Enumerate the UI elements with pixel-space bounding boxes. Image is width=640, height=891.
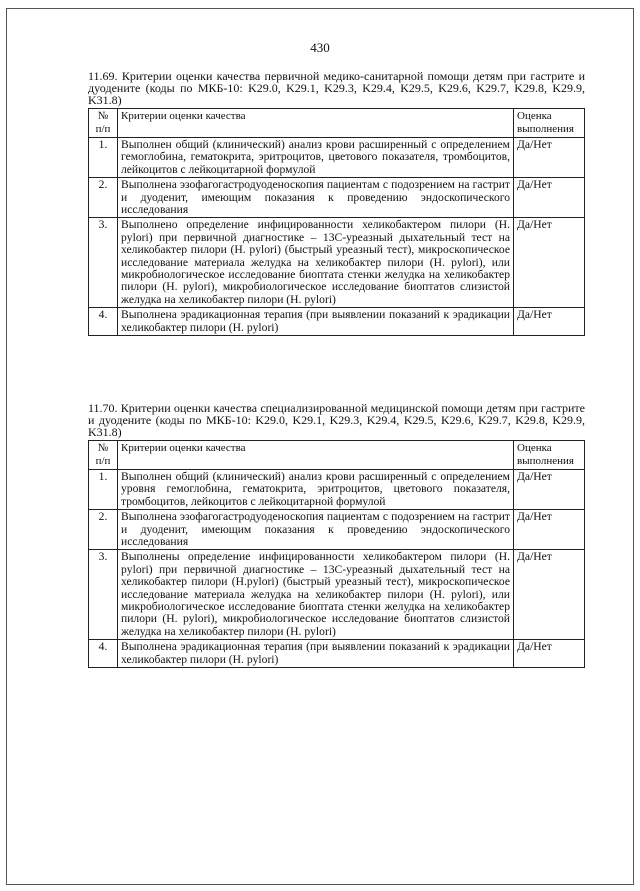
row-number: 3.: [89, 218, 118, 308]
header-score: Оценка выполнения: [514, 441, 585, 470]
table-row: [89, 550, 585, 640]
row-criterion: Выполнен общий (клинический) анализ крови расширенный с определением гемоглобина, гематокрита, эритроцитов, цветового показателя, тромбоцитов, лейкоцитов с лейкоцитарной формулой: [118, 138, 514, 178]
table-header-row: [89, 109, 585, 138]
criteria-table: [88, 440, 585, 668]
row-number: 1.: [89, 470, 118, 510]
criteria-section-11-70: [88, 402, 585, 668]
row-criterion: Выполнена эзофагогастродуоденоскопия пациентам с подозрением на гастрит и дуоденит, имеющим показания к проведению эндоскопического исследования: [118, 510, 514, 550]
row-score: Да/Нет: [514, 218, 585, 308]
criteria-section-11-69: [88, 70, 585, 336]
row-number: 3.: [89, 550, 118, 640]
table-row: [89, 218, 585, 308]
header-number: № п/п: [89, 441, 118, 470]
header-number: № п/п: [89, 109, 118, 138]
row-number: 4.: [89, 308, 118, 336]
row-score: Да/Нет: [514, 138, 585, 178]
row-criterion: Выполнена эзофагогастродуоденоскопия пациентам с подозрением на гастрит и дуоденит, имеющим показания к проведению эндоскопического исследования: [118, 178, 514, 218]
row-number: 1.: [89, 138, 118, 178]
row-score: Да/Нет: [514, 308, 585, 336]
row-score: Да/Нет: [514, 640, 585, 668]
table-header-row: [89, 441, 585, 470]
row-number: 2.: [89, 510, 118, 550]
header-criteria: Критерии оценки качества: [118, 441, 514, 470]
header-criteria: Критерии оценки качества: [118, 109, 514, 138]
table-row: [89, 640, 585, 668]
table-row: [89, 510, 585, 550]
row-score: Да/Нет: [514, 470, 585, 510]
header-score: Оценка выполнения: [514, 109, 585, 138]
row-criterion: Выполнено определение инфицированности хеликобактером пилори (H. pylori) при первичной диагностике – 13С-уреазный дыхательный тест на хеликобактер пилори (H. pylori) (быстрый уреазный тест), микроскопическое исследование материала желудка на хеликобактер пилори (H. pylori), или микробиологическое исследование биоптата стенки желудка на хеликобактер пилори (H. pylori), микробиологическое исследование биоптатов слизистой желудка на хеликобактер пилори (H. pylori): [118, 218, 514, 308]
page-number: 430: [310, 40, 330, 55]
criteria-table: [88, 108, 585, 336]
table-row: [89, 308, 585, 336]
section-title: 11.69. Критерии оценки качества первичной медико-санитарной помощи детям при гастрите и дуодените (коды по МКБ-10: K29.0, K29.1, K29.3, K29.4, K29.5, K29.6, K29.7, K29.8, K29.9, K31.8): [88, 69, 585, 107]
row-score: Да/Нет: [514, 550, 585, 640]
table-row: [89, 470, 585, 510]
table-row: [89, 178, 585, 218]
row-number: 4.: [89, 640, 118, 668]
row-score: Да/Нет: [514, 178, 585, 218]
row-score: Да/Нет: [514, 510, 585, 550]
table-row: [89, 138, 585, 178]
section-title: 11.70. Критерии оценки качества специализированной медицинской помощи детям при гастрите и дуодените (коды по МКБ-10: K29.0, K29.1, K29.3, K29.4, K29.5, K29.6, K29.7, K29.8, K29.9, K31.8): [88, 401, 585, 439]
row-criterion: Выполнены определение инфицированности хеликобактером пилори (H. pylori) при первичной диагностике – 13С-уреазный дыхательный тест на хеликобактер пилори (H.pylori) (быстрый уреазный тест), микроскопическое исследование материала желудка на хеликобактер пилори (H. pylori), или микробиологическое исследование биоптата стенки желудка на хеликобактер пилори (H. pylori), микробиологическое исследование биоптатов слизистой желудка на хеликобактер пилори (H. pylori): [118, 550, 514, 640]
row-criterion: Выполнен общий (клинический) анализ крови расширенный с определением уровня гемоглобина, гематокрита, эритроцитов, цветового показателя, тромбоцитов, лейкоцитов с лейкоцитарной формулой: [118, 470, 514, 510]
row-criterion: Выполнена эрадикационная терапия (при выявлении показаний к эрадикации хеликобактер пилори (H. pylori): [118, 308, 514, 336]
row-criterion: Выполнена эрадикационная терапия (при выявлении показаний к эрадикации хеликобактер пилори (H. pylori): [118, 640, 514, 668]
row-number: 2.: [89, 178, 118, 218]
